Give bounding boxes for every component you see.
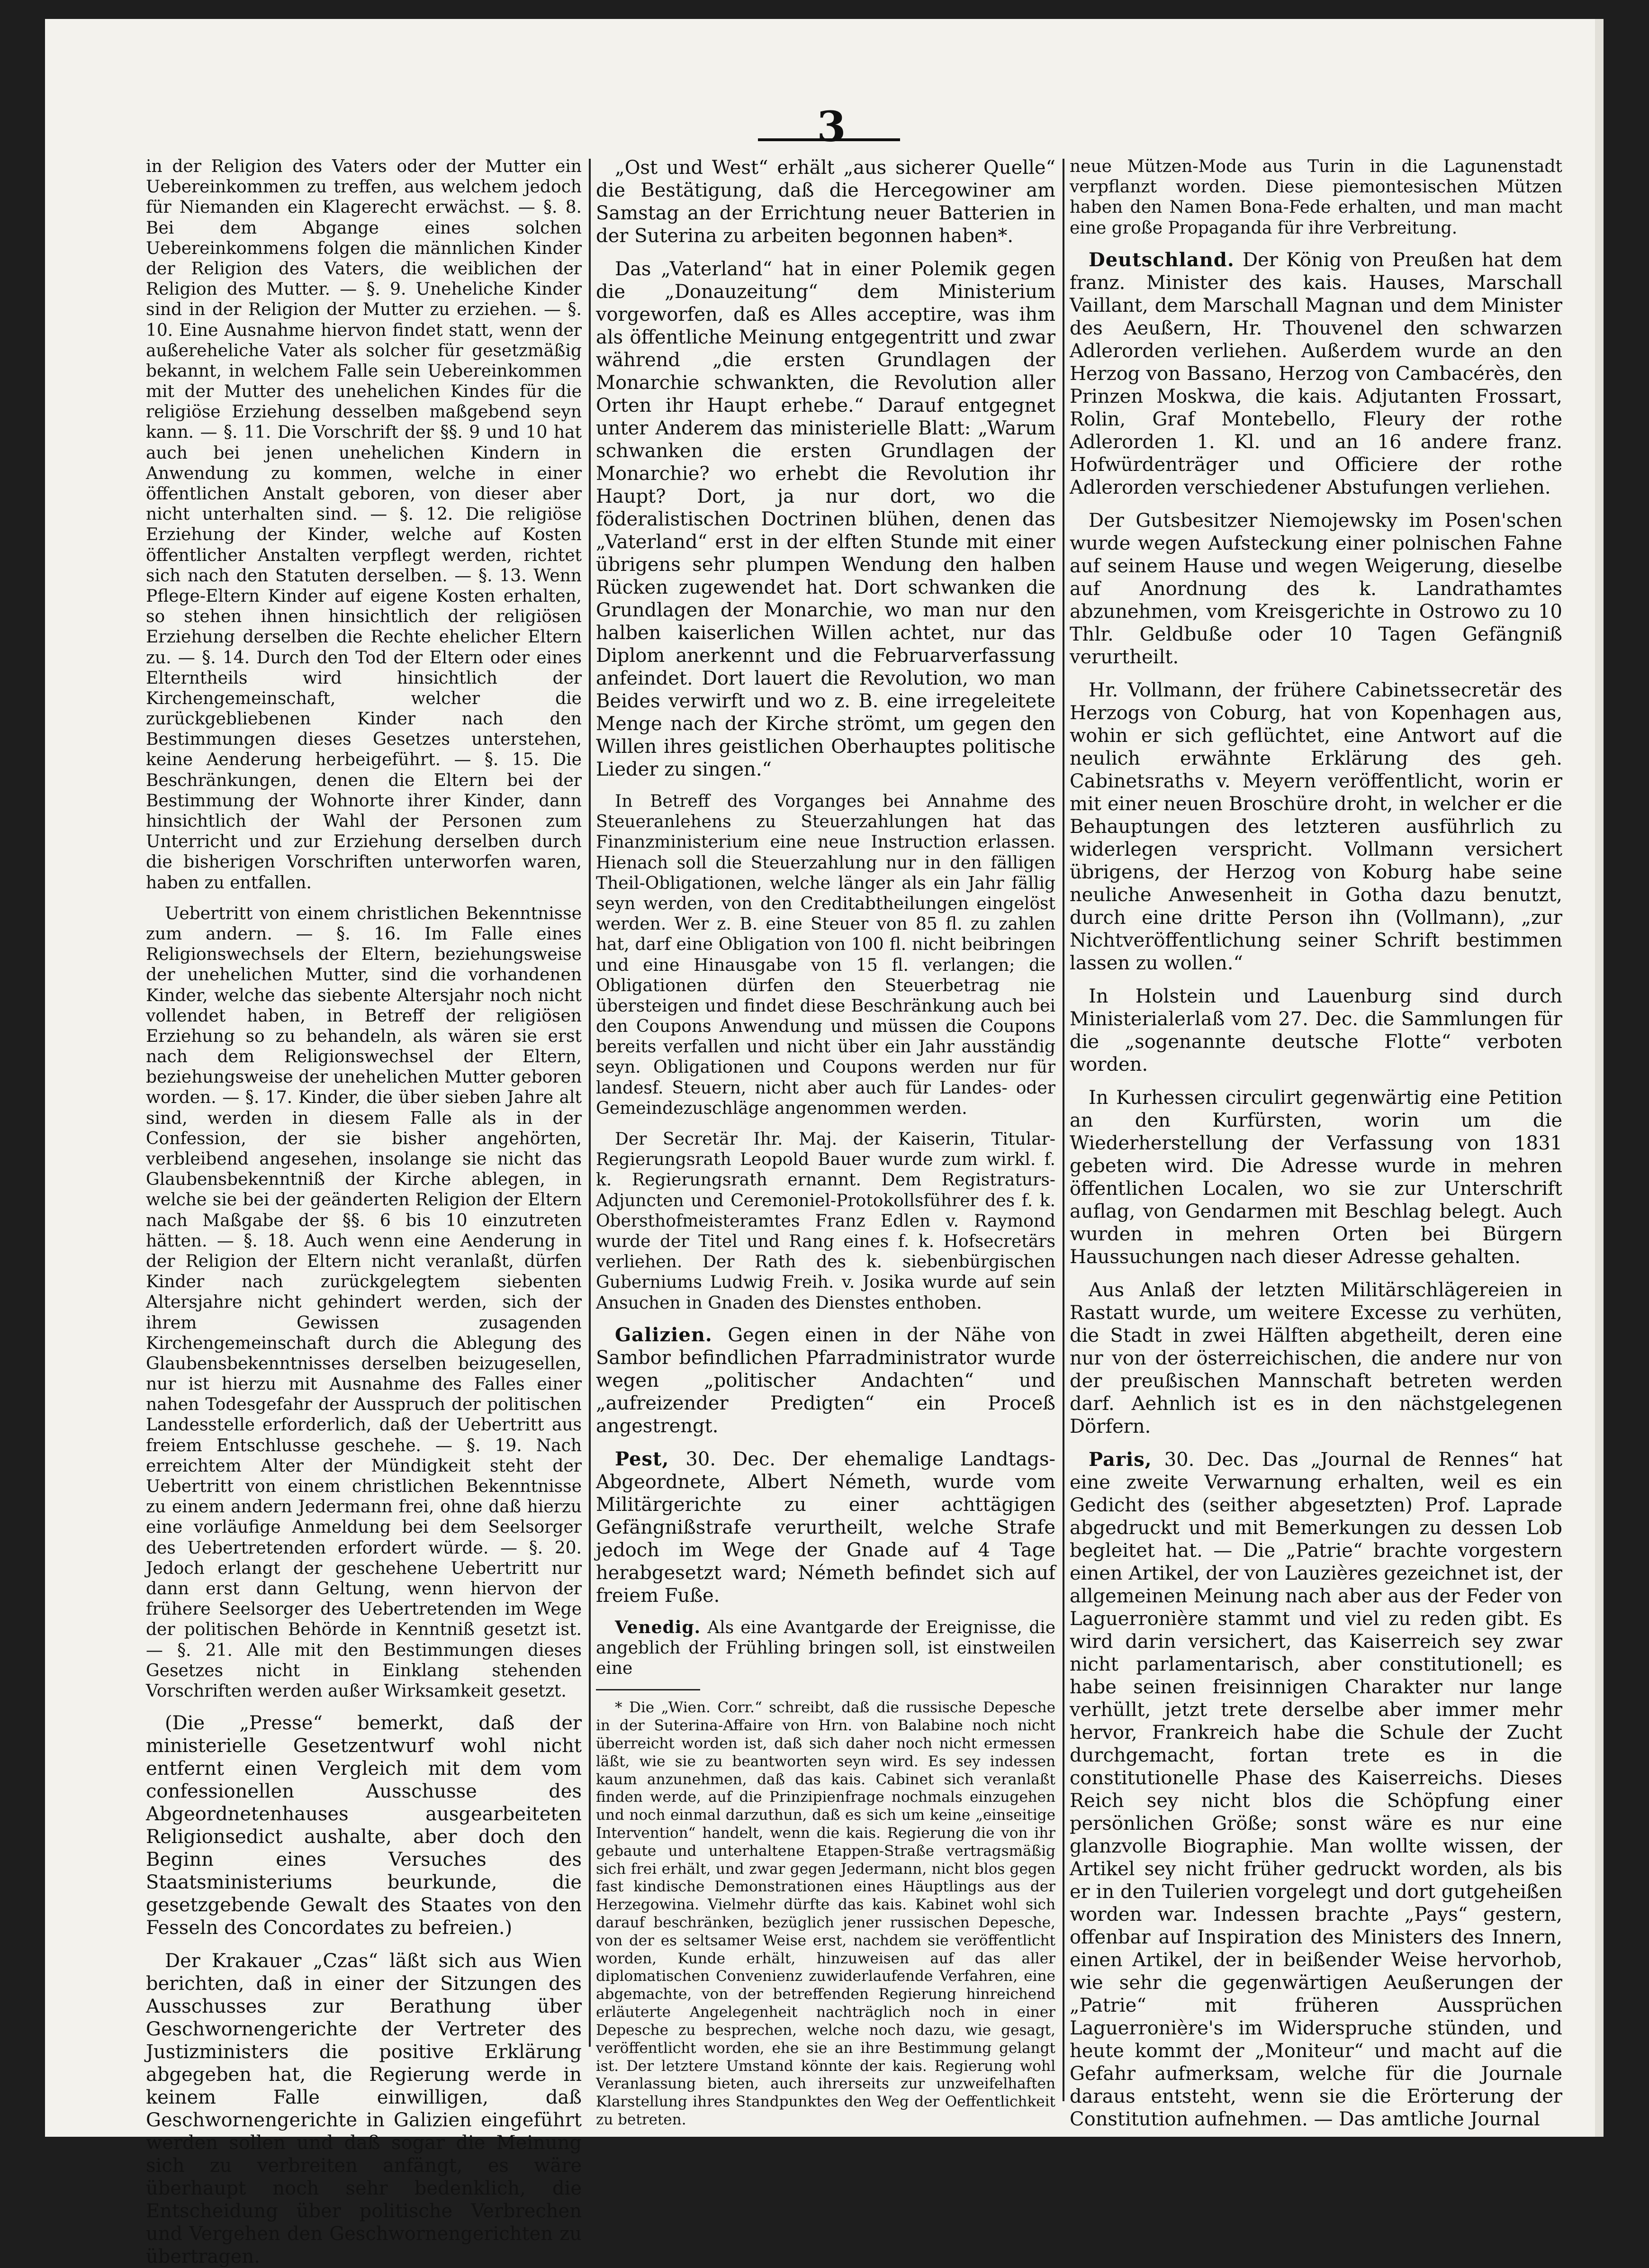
- article-paragraph: Der Gutsbesitzer Niemojewsky im Posen'schen wurde wegen Aufsteckung einer polnischen Fahne auf seinem Hause und wegen Weigerung, dieselbe auf Anordnung des k. Landrathamtes abzunehmen, vom Kreisgerichte in Ostrowo zu 10 Thlr. Geldbuße oder 10 Tagen Gefängniß verurtheilt.: [1070, 509, 1562, 668]
- section-heading-galizien: Galizien.: [615, 1323, 712, 1346]
- section-heading-pest: Pest,: [615, 1447, 669, 1470]
- article-paragraph: Das „Vaterland“ hat in einer Polemik gegen die „Donauzeitung“ dem Ministerium vorgeworfen, daß es Alles acceptire, was ihm als öffentliche Meinung entgegentritt und zwar während „die ersten Grundlagen der Monarchie schwankten, die Revolution aller Orten ihr Haupt erhebe.“ Darauf entgegnet unter Anderem das ministerielle Blatt: „Warum schwanken die ersten Grundlagen der Monarchie? wo erhebt die Revolution ihr Haupt? Dort, ja nur dort, wo die föderalistischen Doctrinen blühen, denen das „Vaterland“ erst in der elften Stunde mit einer übrigens sehr plumpen Wendung den halben Rücken zugewendet hat. Dort schwanken die Grundlagen der Monarchie, wo man nur den halben kaiserlichen Willen achtet, nur das Diplom anerkennt und die Februarverfassung anfeindet. Dort lauert die Revolution, wo man Beides verwirft und wo z. B. eine irregeleitete Menge nach der Kirche strömt, um gegen den Willen ihres geistlichen Oberhauptes politische Lieder zu singen.“: [596, 258, 1055, 780]
- section-text: 30. Dec. Das „Journal de Rennes“ hat eine zweite Verwarnung erhalten, weil es ein Gedicht des (seither abgesetzten) Prof. Laprade abgedruckt und mit Bemerkungen zu dessen Lob begleitet hat. — Die „Patrie“ brachte vorgestern einen Artikel, der von Lauzières gezeichnet ist, der allgemeinen Meinung nach aber aus der Feder von Laguerronière stammt und viel zu reden gibt. Es wird darin versichert, das Kaiserreich sey zwar nicht parlamentarisch, aber constitutionell; es habe seinen freisinnigen Charakter nur lange verhüllt, jetzt trete derselbe aber immer mehr hervor, Frankreich habe die Schule der Zucht durchgemacht, fortan trete es in die constitutionelle Phase des Kaiserreichs. Dieses Reich sey nicht blos die Schöpfung einer persönlichen Größe; sonst wäre es nur eine glanzvolle Biographie. Man wollte wissen, der Artikel sey nicht früher gedruckt worden, als bis er in den Tuilerien vorgelegt und dort gutgeheißen worden war. Indessen brachte „Pays“ gestern, offenbar auf Inspiration des Ministers des Innern, einen Artikel, der in beißender Weise hervorhob, wie sehr die gegenwärtigen Aeußerungen der „Patrie“ mit früheren Aussprüchen Laguerronière's im Widerspruche stünden, und heute kommt der „Moniteur“ und macht auf die Gefahr aufmerksam, welche für die Journale daraus entsteht, wenn sie die Erörterung der Constitution aufnehmen. — Das amtliche Journal: [1070, 1448, 1562, 2130]
- section-text: Als eine Avantgarde der Ereignisse, die angeblich der Frühling bringen soll, ist einstweilen eine: [596, 1617, 1055, 1679]
- column-2: [596, 156, 1055, 2128]
- article-paragraph: neue Mützen-Mode aus Turin in die Lagunenstadt verpflanzt worden. Diese piemontesischen Mützen haben den Namen Bona-Fede erhalten, und man macht eine große Propaganda für ihre Verbreitung.: [1070, 157, 1562, 238]
- section-heading-deutschland: Deutschland.: [1089, 248, 1234, 271]
- article-paris: [1070, 1448, 1562, 2131]
- section-text: Gegen einen in der Nähe von Sambor befindlichen Pfarradministrator wurde wegen „politischer Andachten“ und „aufreizender Predigten“ ein Proceß angestrengt.: [596, 1324, 1055, 1437]
- column-divider-2: [1063, 159, 1064, 2101]
- section-heading-paris: Paris,: [1089, 1448, 1152, 1471]
- footnote: * Die „Wien. Corr.“ schreibt, daß die russische Depesche in der Suterina-Affaire von Hrn. von Balabine noch nicht überreicht worden ist, daß sich daher noch nicht ermessen läßt, wie sie zu beantworten seyn wird. Es sey indessen kaum anzunehmen, daß das kais. Cabinet sich veranlaßt finden werde, auf die Prinzipienfrage nochmals einzugehen und noch einmal darzuthun, daß es sich um keine „einseitige Intervention“ handelt, wenn die kais. Regierung die von ihr gebaute und unterhaltene Etappen-Straße vertragsmäßig sich frei erhält, und zwar gegen Jedermann, nicht blos gegen fast kindische Demonstrationen eines Häuptlings aus der Herzegowina. Vielmehr dürfte das kais. Kabinet wohl sich darauf beschränken, bezüglich jener russischen Depesche, von der es seltsamer Weise erst, nachdem sie veröffentlicht worden, Kunde erhält, hinzuweisen auf das aller diplomatischen Convenienz zuwiderlaufende Verfahren, eine abgemachte, von der betreffenden Regierung hinreichend erläuterte Angelegenheit nachträglich noch in einer Depesche zu besprechen, welche noch dazu, wie gesagt, veröffentlicht worden, ehe sie an ihre Bestimmung gelangt ist. Der letztere Umstand könnte der kais. Regierung wohl Veranlassung bieten, auch ihrerseits zur unzweifelhaften Klarstellung ihres Standpunktes den Weg der Oeffentlichkeit zu betreten.: [596, 1699, 1055, 2128]
- article-paragraph: (Die „Presse“ bemerkt, daß der ministerielle Gesetzentwurf wohl nicht entfernt einen Vergleich mit dem vom confessionellen Ausschusse des Abgeordnetenhauses ausgearbeiteten Religionsedict aushalte, aber doch den Beginn eines Versuches des Staatsministeriums beurkunde, die gesetzgebende Gewalt des Staates von den Fesseln des Concordates zu befreien.): [146, 1712, 582, 1939]
- column-3: [1070, 156, 1562, 2130]
- article-paragraph: Der Secretär Ihr. Maj. der Kaiserin, Titular-Regierungsrath Leopold Bauer wurde zum wirkl. f. k. Regierungsrath ernannt. Dem Registraturs-Adjuncten und Ceremoniel-Protokollsführer des f. k. Obersthofmeisteramtes Franz Edlen v. Raymond wurde der Titel und Rang eines f. k. Hofsecretärs verliehen. Der Rath des k. siebenbürgischen Guberniums Ludwig Freih. v. Josika wurde auf sein Ansuchen in Gnaden des Dienstes enthoben.: [596, 1129, 1055, 1313]
- paper-edge-right: [1595, 19, 1604, 2137]
- page-number: 3: [817, 102, 846, 151]
- article-paragraph: Aus Anlaß der letzten Militärschlägereien in Rastatt wurde, um weitere Excesse zu verhüten, die Stadt in zwei Hälften abgetheilt, deren eine nur von der österreichischen, die andere nur von der preußischen Mannschaft betreten werden darf. Aehnlich ist es in den nächstgelegenen Dörfern.: [1070, 1279, 1562, 1437]
- article-deutschland: [1070, 249, 1562, 499]
- article-paragraph: In Holstein und Lauenburg sind durch Ministerialerlaß vom 27. Dec. die Sammlungen für die „sogenannte deutsche Flotte“ verboten worden.: [1070, 985, 1562, 1075]
- article-paragraph: In Kurhessen circulirt gegenwärtig eine Petition an den Kurfürsten, worin um die Wiederherstellung der Verfassung von 1831 gebeten wird. Die Adresse wurde in mehren öffentlichen Localen, wo sie zur Unterschrift auflag, von Gendarmen mit Beschlag belegt. Auch wurden in mehren Orten bei Bürgern Haussuchungen nach dieser Adresse gehalten.: [1070, 1086, 1562, 1268]
- article-paragraph: in der Religion des Vaters oder der Mutter ein Uebereinkommen zu treffen, aus welchem jedoch für Niemanden ein Klagerecht erwächst. — §. 8. Bei dem Abgange eines solchen Uebereinkommens folgen die männlichen Kinder der Religion des Vaters, die weiblichen der Religion des Mutter. — §. 9. Uneheliche Kinder sind in der Religion der Mutter zu erziehen. — §. 10. Eine Ausnahme hiervon findet statt, wenn der außereheliche Vater als solcher für gesetzmäßig bekannt, in welchem Falle sein Uebereinkommen mit der Mutter des unehelichen Kindes für die religiöse Erziehung desselben maßgebend seyn kann. — §. 11. Die Vorschrift der §§. 9 und 10 hat auch bei jenen unehelichen Kindern in Anwendung zu kommen, welche in einer öffentlichen Anstalt geboren, von dieser aber nicht unterhalten sind. — §. 12. Die religiöse Erziehung der Kinder, welche auf Kosten öffentlicher Anstalten verpflegt werden, richtet sich nach den Statuten derselben. — §. 13. Wenn Pflege-Eltern Kinder auf eigene Kosten erhalten, so stehen ihnen hinsichtlich der religiösen Erziehung derselben die Rechte ehelicher Eltern zu. — §. 14. Durch den Tod der Eltern oder eines Elterntheils wird hinsichtlich der Kirchengemeinschaft, welcher die zurückgebliebenen Kinder nach den Bestimmungen dieses Gesetzes unterstehen, keine Aenderung herbeigeführt. — §. 15. Die Beschränkungen, denen die Eltern bei der Bestimmung der Wohnorte ihrer Kinder, dann hinsichtlich der Wahl der Personen zum Unterricht und zur Erziehung derselben durch die bisherigen Vorschriften unterworfen waren, haben zu entfallen.: [146, 157, 582, 893]
- article-paragraph: Der Krakauer „Czas“ läßt sich aus Wien berichten, daß in einer der Sitzungen des Ausschusses zur Berathung über Geschwornengerichte der Vertreter des Justizministers die positive Erklärung abgegeben hat, die Regierung werde in keinem Falle einwilligen, daß Geschwornengerichte in Galizien eingeführt werden sollen und daß sogar die Meinung sich zu verbreiten anfängt, es wäre überhaupt noch sehr bedenklich, die Entscheidung über politische Verbrechen und Vergehen den Geschwornengerichten zu übertragen.: [146, 1950, 582, 2268]
- article-pest: [596, 1448, 1055, 1607]
- section-text: Der König von Preußen hat dem franz. Minister des kais. Hauses, Marschall Vaillant, dem Marschall Magnan und dem Minister des Aeußern, Hr. Thouvenel den schwarzen Adlerorden verliehen. Außerdem wurde an den Herzog von Bassano, Herzog von Cambacérès, den Prinzen Moskwa, die kais. Adjutanten Frossart, Rolin, Graf Montebello, Fleury der rothe Adlerorden 1. Kl. und an 16 andere franz. Hofwürdenträger und Officiere der rothe Adlerorden verschiedener Abstufungen verliehen.: [1070, 249, 1562, 498]
- article-venedig: [596, 1617, 1055, 1679]
- section-heading-venedig: Venedig.: [615, 1617, 701, 1637]
- section-text: 30. Dec. Der ehemalige Landtags-Abgeordnete, Albert Németh, wurde vom Militärgerichte zu einer achttägigen Gefängnißstrafe verurtheilt, welche Strafe jedoch im Wege der Gnade auf 4 Tage herabgesetzt ward; Németh befindet sich auf freiem Fuße.: [596, 1448, 1055, 1607]
- column-divider-1: [589, 159, 591, 2047]
- article-paragraph: Hr. Vollmann, der frühere Cabinetssecretär des Herzogs von Coburg, hat von Kopenhagen aus, wohin er sich geflüchtet, eine Antwort auf die neulich erwähnte Erklärung des geh. Cabinetsraths v. Meyern veröffentlicht, worin er mit einer neuen Broschüre droht, in welcher er die Behauptungen des letzteren ausführlich zu widerlegen verspricht. Vollmann versichert übrigens, der Herzog von Koburg habe seine neuliche Anwesenheit in Gotha dazu benutzt, durch eine dritte Person ihn (Vollmann), „zur Nichtveröffentlichung seiner Schrift bestimmen lassen zu wollen.“: [1070, 679, 1562, 974]
- article-paragraph: Uebertritt von einem christlichen Bekenntnisse zum andern. — §. 16. Im Falle eines Religionswechsels der Eltern, beziehungsweise der unehelichen Mutter, sind die vorhandenen Kinder, welche das siebente Altersjahr noch nicht vollendet haben, in Betreff der religiösen Erziehung so zu behandeln, als wären sie erst nach dem Religionswechsel der Eltern, beziehungsweise der unehelichen Mutter geboren worden. — §. 17. Kinder, die über sieben Jahre alt sind, werden in diesem Falle als in der Confession, der sie bisher angehörten, verbleibend angesehen, insolange sie nicht das Glaubensbekenntniß der Kirche ablegen, in welche sie bei der geänderten Religion der Eltern nach Maßgabe der §§. 6 bis 10 einzutreten hätten. — §. 18. Auch wenn eine Aenderung in der Religion der Eltern nicht veranlaßt, dürfen Kinder nach zurückgelegtem siebenten Altersjahre nicht gehindert werden, sich der ihrem Gewissen zusagenden Kirchengemeinschaft durch die Ablegung des Glaubensbekenntnisses derselben beizugesellen, nur ist hierzu mit Ausnahme des Falles einer nahen Todesgefahr der Ausspruch der politischen Landesstelle erforderlich, daß der Uebertritt aus freiem Entschlusse geschehe. — §. 19. Nach erreichtem Alter der Mündigkeit steht der Uebertritt von einem christlichen Bekenntnisse zu einem andern Jedermann frei, ohne daß hierzu eine vorläufige Anmeldung bei dem Seelsorger des Uebertretenden erfordert würde. — §. 20. Jedoch erlangt der geschehene Uebertritt nur dann erst dann Geltung, wenn hiervon der frühere Seelsorger des Uebertretenden im Wege der politischen Behörde in Kenntniß gesetzt ist. — §. 21. Alle mit den Bestimmungen dieses Gesetzes nicht in Einklang stehenden Vorschriften werden außer Wirksamkeit gesetzt.: [146, 904, 582, 1701]
- page-number-rule: [758, 138, 900, 141]
- article-paragraph: „Ost und West“ erhält „aus sicherer Quelle“ die Bestätigung, daß die Hercegowiner am Samstag an der Errichtung neuer Batterien in der Suterina zu arbeiten begonnen haben*.: [596, 157, 1055, 247]
- footnote-rule: [596, 1689, 700, 1690]
- article-galizien: [596, 1324, 1055, 1437]
- column-1: [146, 156, 582, 2268]
- article-paragraph: In Betreff des Vorganges bei Annahme des Steueranlehens zu Steuerzahlungen hat das Finanzministerium eine neue Instruction erlassen. Hienach soll die Steuerzahlung nur in den fälligen Theil-Obligationen, welche länger als ein Jahr fällig seyn werden, von den Creditabtheilungen eingelöst werden. Wer z. B. eine Steuer von 85 fl. zu zahlen hat, darf eine Obligation von 100 fl. nicht beibringen und eine Hinausgabe von 15 fl. verlangen; die Obligationen dürfen den Steuerbetrag nie übersteigen und findet diese Beschränkung auch bei den Coupons Anwendung und müssen die Coupons bereits verfallen und nicht über ein Jahr ausständig seyn. Obligationen und Coupons werden nur für landesf. Steuern, nicht aber auch für Landes- oder Gemeindezuschläge angenommen werden.: [596, 792, 1055, 1118]
